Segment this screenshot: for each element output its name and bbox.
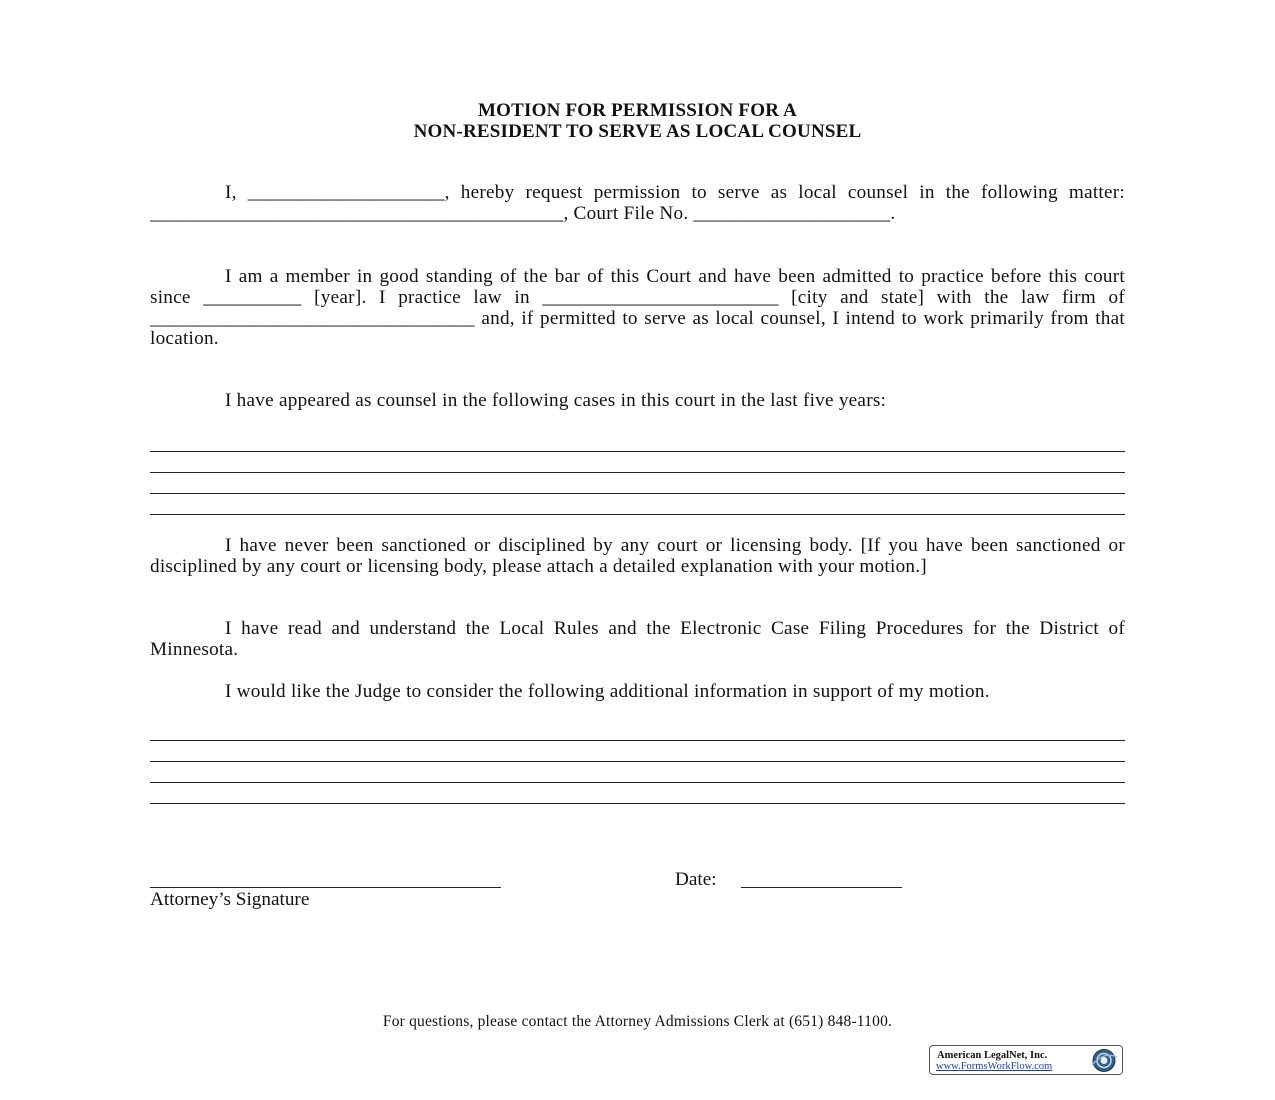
para2-text-d: and, if permitted to serve as local counsel, I intend to work primarily from that location.: [150, 307, 1125, 350]
year-blank[interactable]: __________: [203, 286, 302, 308]
american-legalnet-badge[interactable]: [929, 1045, 1123, 1075]
badge-company: American LegalNet, Inc.: [937, 1050, 1048, 1061]
para1-text-b: , hereby request permission to serve as local counsel in the following matter:: [444, 182, 1125, 203]
title-line-2: NON-RESIDENT TO SERVE AS LOCAL COUNSEL: [413, 121, 862, 142]
para2-text-c: [city and state] with the law firm of: [778, 286, 1125, 308]
cases-lines: [150, 451, 1125, 535]
para1-text-d: .: [890, 202, 896, 224]
date-label: Date:: [675, 869, 717, 890]
para1-text-c: , Court File No.: [563, 202, 694, 224]
attorney-name-blank[interactable]: ____________________: [247, 182, 445, 203]
signature-line[interactable]: [150, 887, 501, 888]
paragraph-additional-info: I would like the Judge to consider the following additional information in support of my motion.: [225, 681, 990, 702]
additional-info-line[interactable]: [150, 782, 1125, 783]
city-state-blank[interactable]: ________________________: [542, 286, 779, 308]
paragraph-request: [150, 183, 1125, 225]
date-line[interactable]: [741, 887, 902, 888]
paragraph-membership: [150, 267, 1125, 350]
title-line-1: MOTION FOR PERMISSION FOR A: [478, 100, 797, 121]
para2-text-a: I am a member in good standing of the bar of this Court and have been admitted to practice before this court since: [150, 266, 1125, 308]
additional-info-line[interactable]: [150, 740, 1125, 741]
cases-line[interactable]: [150, 493, 1125, 494]
additional-info-line[interactable]: [150, 761, 1125, 762]
law-firm-blank[interactable]: _________________________________: [150, 307, 475, 329]
cases-line[interactable]: [150, 451, 1125, 452]
matter-blank[interactable]: __________________________________________: [150, 202, 564, 224]
cases-line[interactable]: [150, 514, 1125, 515]
court-file-no-blank[interactable]: ____________________: [693, 202, 891, 224]
footer-contact-note: For questions, please contact the Attorney Admissions Clerk at (651) 848-1100.: [382, 1013, 893, 1030]
paragraph-sanctions: I have never been sanctioned or disciplined by any court or licensing body. [If you have been sanctioned or disciplined by any court or licensing body, please attach a detailed explanation with your motion.]: [150, 535, 1125, 577]
para2-text-b: [year]. I practice law in: [301, 286, 543, 308]
badge-url-link[interactable]: www.FormsWorkFlow.com: [936, 1061, 1053, 1072]
additional-info-line[interactable]: [150, 803, 1125, 804]
cases-line[interactable]: [150, 472, 1125, 473]
para1-text-a: I,: [225, 182, 248, 203]
globe-logo-icon: [1086, 1047, 1120, 1074]
additional-info-lines: [150, 740, 1125, 824]
signature-label: Attorney’s Signature: [150, 889, 310, 910]
paragraph-cases: I have appeared as counsel in the following cases in this court in the last five years:: [225, 390, 887, 411]
paragraph-local-rules: I have read and understand the Local Rules and the Electronic Case Filing Procedures for the District of Minnesota.: [150, 618, 1125, 660]
